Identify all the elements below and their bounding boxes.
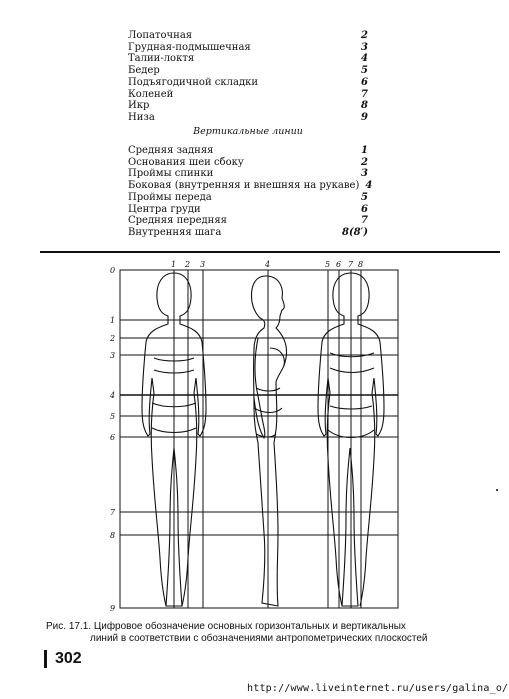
horizontal-label: 8 (110, 531, 116, 540)
horizontal-label: 3 (110, 351, 116, 360)
vertical-label: 5 (325, 260, 331, 269)
vertical-label: 2 (185, 260, 191, 269)
horizontal-label: 9 (110, 604, 116, 613)
page-number: 302 (44, 650, 82, 668)
horizontal-label: 6 (110, 433, 116, 442)
list-item: Грудная-подмышечная 3 (128, 41, 368, 53)
vertical-label: 4 (265, 260, 271, 269)
horizontal-label: 1 (110, 316, 116, 325)
list-item: Основания шеи сбоку 2 (128, 156, 368, 168)
vertical-label: 3 (200, 260, 206, 269)
vertical-label: 7 (348, 260, 354, 269)
watermark-url: http://www.liveinternet.ru/users/galina_o/ (247, 683, 509, 694)
list-item: Проймы переда 5 (128, 191, 368, 203)
section-divider (40, 251, 500, 253)
scan-speck (496, 489, 498, 491)
vertical-label: 8 (358, 260, 364, 269)
list-item: Средняя задняя 1 (128, 145, 368, 156)
list-item: Центра груди 6 (128, 203, 368, 215)
horizontal-label: 7 (110, 508, 116, 517)
list-item: Внутренняя шага 8(8′) (128, 226, 368, 238)
body-lines-figure (108, 258, 408, 618)
horizontal-label: 2 (110, 334, 116, 343)
list-item: Лопаточная 2 (128, 30, 368, 41)
list-item: Проймы спинки 3 (128, 168, 368, 180)
vertical-label: 6 (336, 260, 342, 269)
horizontal-label: 0 (110, 266, 116, 275)
list-item: Бедер 5 (128, 65, 368, 77)
horizontal-label: 5 (110, 412, 116, 421)
list-item: Коленей 7 (128, 88, 368, 100)
list-item: Низа 9 (128, 111, 368, 123)
vertical-lines-list (128, 145, 373, 239)
caption-line-2: линий в соответствии с обозначениями антропометрических плоскостей (90, 633, 428, 644)
caption-line-1: Рис. 17.1. Цифровое обозначение основных горизонтальных и вертикальных (46, 621, 406, 632)
side-view-silhouette (252, 276, 287, 606)
list-item: Подъягодичной складки 6 (128, 76, 368, 88)
list-item: Талии-локтя 4 (128, 53, 368, 65)
list-item: Средняя передняя 7 (128, 215, 368, 227)
figure-caption (46, 621, 486, 645)
figure-frame (120, 270, 398, 608)
list-item: Икр 8 (128, 100, 368, 112)
horizontal-lines-list (128, 30, 368, 124)
list-item: Боковая (внутренняя и внешняя на рукаве) 4 (128, 180, 373, 192)
horizontal-label: 4 (110, 391, 116, 400)
section-heading: Вертикальные линии (193, 126, 303, 137)
vertical-label: 1 (171, 260, 177, 269)
